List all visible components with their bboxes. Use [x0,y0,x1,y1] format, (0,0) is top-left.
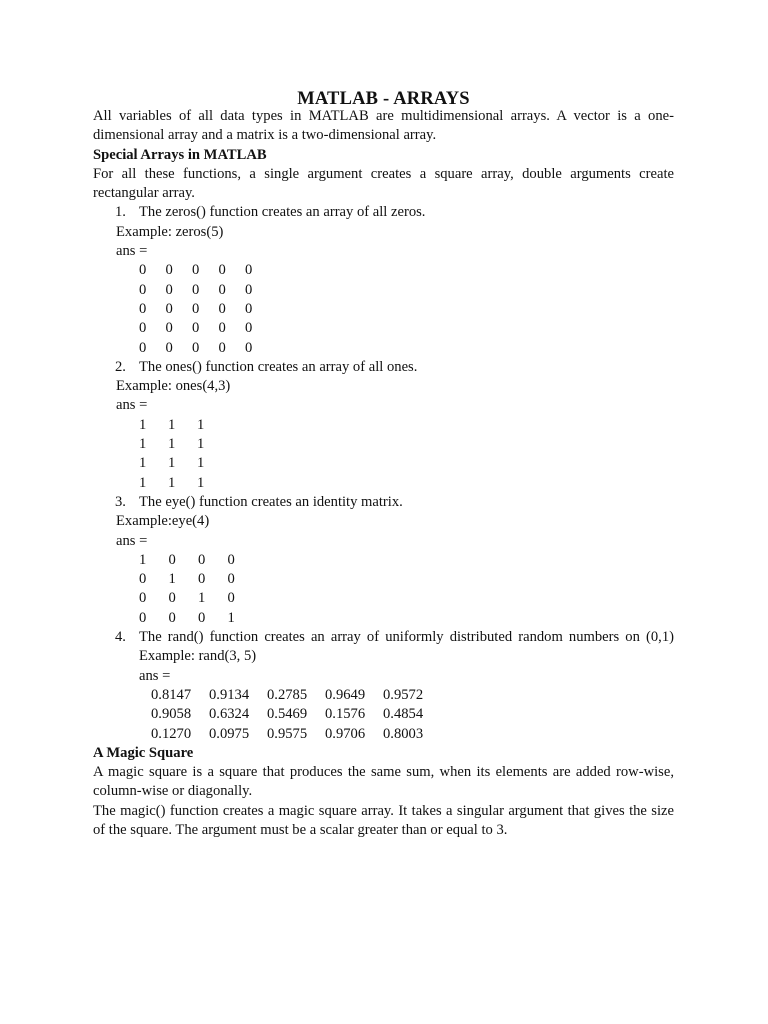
list-number: 3. [115,493,126,510]
matrix-cell: 0 [218,320,226,337]
matrix-cell: 0.1270 [151,725,192,742]
matrix-cell: 1 [168,455,176,472]
list-number: 1. [115,204,126,221]
matrix-cell: 0.2785 [267,686,308,703]
matrix-cell: 1 [139,436,147,453]
matrix-cell: 0 [218,339,226,356]
matrix-cell: 0.8003 [383,725,424,742]
matrix-cell: 0 [139,609,147,626]
intro-paragraph: All variables of all data types in MATLAB are multidimensional arrays. A vector is a one-dimensional array and a matrix is a two-dimensional array. [93,108,674,144]
matrix-cell: 0 [139,262,147,279]
matrix-cell: 0.8147 [151,686,192,703]
matrix-row [139,570,674,589]
matrix-cell: 0 [192,300,200,317]
matrix-cell: 0 [218,262,226,279]
matrix-cell: 0 [227,590,235,607]
matrix-row [139,261,674,280]
list-item-text: The rand() function creates an array of uniformly distributed random numbers on (0,1) Example: rand(3, 5) [139,629,674,665]
list-number: 2. [115,358,126,375]
matrix-cell: 0 [227,551,235,568]
list-item-text: The zeros() function creates an array of all zeros. [139,204,426,221]
matrix-cell: 0 [192,339,200,356]
matrix-cell: 0 [168,609,176,626]
matrix-cell: 0.5469 [267,706,308,723]
matrix-cell: 1 [227,609,235,626]
matrix-cell: 1 [168,571,176,588]
matrix-zeros [93,261,674,357]
document-page [93,88,674,840]
matrix-cell: 0.9058 [151,706,192,723]
list-item-eye [93,493,674,512]
special-arrays-heading: Special Arrays in MATLAB [93,146,267,163]
magic-paragraph-1: A magic square is a square that produces the same sum, when its elements are added row-wise, column-wise or diagonally. [93,764,674,800]
matrix-cell: 0.9649 [325,686,366,703]
matrix-cell: 0 [139,300,147,317]
matrix-cell: 0.4854 [383,706,424,723]
matrix-cell: 0 [227,571,235,588]
matrix-row [139,319,674,338]
matrix-cell: 0 [168,551,176,568]
matrix-row [139,609,674,628]
matrix-cell: 0 [198,551,206,568]
matrix-cell: 1 [168,436,176,453]
matrix-cell: 1 [168,474,176,491]
matrix-cell: 0 [139,281,147,298]
example-eye: Example:eye(4) [116,513,210,530]
matrix-cell: 0.9134 [209,686,250,703]
example-ones: Example: ones(4,3) [116,378,231,395]
matrix-cell: 1 [139,551,147,568]
matrix-eye [93,551,674,628]
matrix-cell: 0.0975 [209,725,250,742]
matrix-row [139,416,674,435]
matrix-cell: 0 [139,571,147,588]
list-number: 4. [115,629,126,646]
matrix-cell: 0 [192,320,200,337]
matrix-cell: 0 [139,590,147,607]
ans-label-zeros: ans = [116,243,148,260]
matrix-cell: 1 [139,416,147,433]
list-item-text: The eye() function creates an identity matrix. [139,493,403,510]
matrix-cell: 1 [197,416,205,433]
matrix-cell: 0.9706 [325,725,366,742]
matrix-row [139,281,674,300]
matrix-row [151,686,674,705]
matrix-cell: 0 [139,339,147,356]
matrix-row [139,454,674,473]
matrix-cell: 0 [245,320,253,337]
matrix-cell: 1 [197,474,205,491]
matrix-row [139,589,674,608]
matrix-row [139,551,674,570]
matrix-cell: 0 [218,300,226,317]
matrix-row [151,705,674,724]
matrix-cell: 0 [218,281,226,298]
matrix-row [151,725,674,744]
matrix-cell: 0 [165,320,173,337]
matrix-cell: 0 [245,300,253,317]
matrix-cell: 0 [245,339,253,356]
matrix-cell: 1 [198,590,206,607]
matrix-cell: 0 [165,300,173,317]
matrix-cell: 0.6324 [209,706,250,723]
matrix-cell: 0 [192,262,200,279]
matrix-cell: 0 [165,339,173,356]
matrix-cell: 1 [139,474,147,491]
ans-label-eye: ans = [116,532,148,549]
matrix-cell: 0.9572 [383,686,424,703]
matrix-cell: 0 [198,609,206,626]
list-item-zeros [93,203,674,222]
matrix-cell: 1 [197,455,205,472]
special-arrays-intro: For all these functions, a single argument creates a square array, double arguments create rectangular array. [93,165,674,202]
magic-square-heading: A Magic Square [93,744,194,761]
magic-paragraph-2: The magic() function creates a magic square array. It takes a singular argument that gives the size of the square. The argument must be a scalar greater than or equal to 3. [93,802,674,838]
matrix-cell: 0 [192,281,200,298]
matrix-cell: 0.9575 [267,725,308,742]
matrix-cell: 1 [197,436,205,453]
matrix-cell: 1 [139,455,147,472]
list-item-rand [93,628,674,667]
matrix-cell: 0 [198,571,206,588]
matrix-cell: 1 [168,416,176,433]
ans-label-ones: ans = [116,397,148,414]
list-item-text: The ones() function creates an array of all ones. [139,358,418,375]
matrix-cell: 0 [168,590,176,607]
matrix-row [139,474,674,493]
matrix-cell: 0 [165,262,173,279]
matrix-cell: 0 [245,281,253,298]
matrix-ones [93,416,674,493]
ans-label-rand: ans = [139,667,171,684]
matrix-row [139,300,674,319]
matrix-row [139,339,674,358]
matrix-cell: 0.1576 [325,706,366,723]
list-item-ones [93,358,674,377]
matrix-rand [93,686,674,744]
matrix-row [139,435,674,454]
matrix-cell: 0 [139,320,147,337]
matrix-cell: 0 [245,262,253,279]
matrix-cell: 0 [165,281,173,298]
page-title: MATLAB - ARRAYS [297,89,470,109]
example-zeros: Example: zeros(5) [116,223,224,240]
